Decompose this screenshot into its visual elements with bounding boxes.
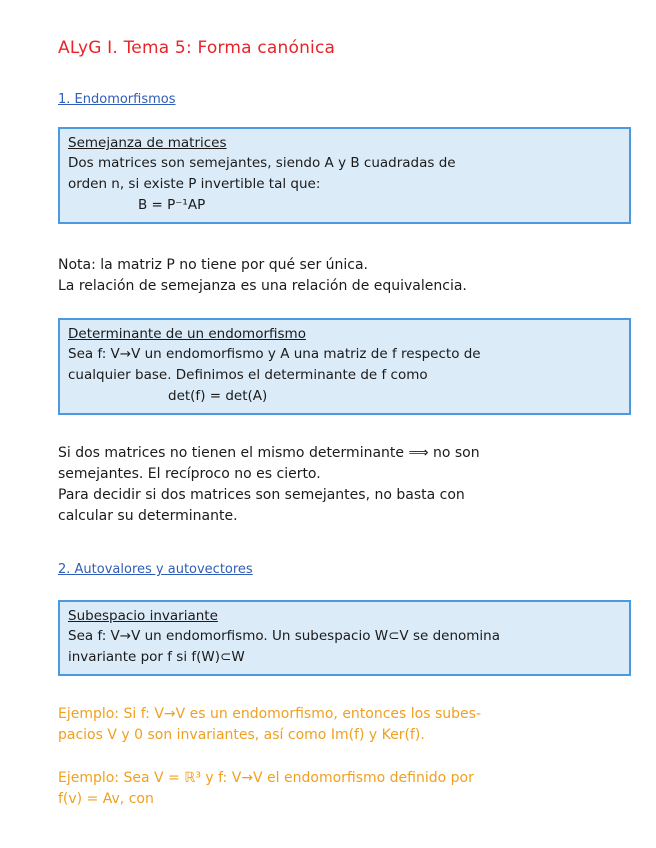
definition-line: cualquier base. Definimos el determinante de f como xyxy=(68,367,428,383)
remark-line: calcular su determinante. xyxy=(58,508,238,524)
definition-line: invariante por f si f(W)⊂W xyxy=(68,649,245,665)
definition-line: Sea f: V→V un endomorfismo. Un subespacio W⊂V se denomina xyxy=(68,628,500,644)
example-paragraph xyxy=(58,704,633,746)
note-line: Nota: la matriz P no tiene por qué ser única. xyxy=(58,257,369,273)
definition-box-semejanza xyxy=(58,127,631,224)
definition-box-subespacio-invariante xyxy=(58,600,631,676)
definition-title: Semejanza de matrices xyxy=(68,135,227,151)
section-heading-endomorfismos: 1. Endomorfismos xyxy=(58,92,176,107)
remark-line: semejantes. El recíproco no es cierto. xyxy=(58,466,321,482)
definition-formula: B = P⁻¹AP xyxy=(138,197,206,213)
example-line: pacios V y 0 son invariantes, así como Im(f) y Ker(f). xyxy=(58,727,425,743)
section-heading-autovalores: 2. Autovalores y autovectores xyxy=(58,562,253,577)
definition-line: Dos matrices son semejantes, siendo A y B cuadradas de xyxy=(68,155,456,171)
definition-title: Determinante de un endomorfismo xyxy=(68,326,306,342)
determinant-remarks xyxy=(58,443,633,527)
note-line: La relación de semejanza es una relación de equivalencia. xyxy=(58,278,467,294)
example-line: Ejemplo: Sea V = ℝ³ y f: V→V el endomorfismo definido por xyxy=(58,770,474,786)
definition-box-determinante xyxy=(58,318,631,415)
page-title: ALyG I. Tema 5: Forma canónica xyxy=(58,38,336,58)
example-paragraph xyxy=(58,768,633,810)
definition-line: orden n, si existe P invertible tal que: xyxy=(68,176,321,192)
definition-formula: det(f) = det(A) xyxy=(168,388,268,404)
remark-line: Si dos matrices no tienen el mismo determinante ⟹ no son xyxy=(58,445,480,461)
remark-line: Para decidir si dos matrices son semejantes, no basta con xyxy=(58,487,465,503)
definition-title: Subespacio invariante xyxy=(68,608,218,624)
example-line: f(v) = Av, con xyxy=(58,791,154,807)
note-paragraph xyxy=(58,255,633,297)
example-line: Ejemplo: Si f: V→V es un endomorfismo, entonces los subes- xyxy=(58,706,482,722)
definition-line: Sea f: V→V un endomorfismo y A una matriz de f respecto de xyxy=(68,346,481,362)
